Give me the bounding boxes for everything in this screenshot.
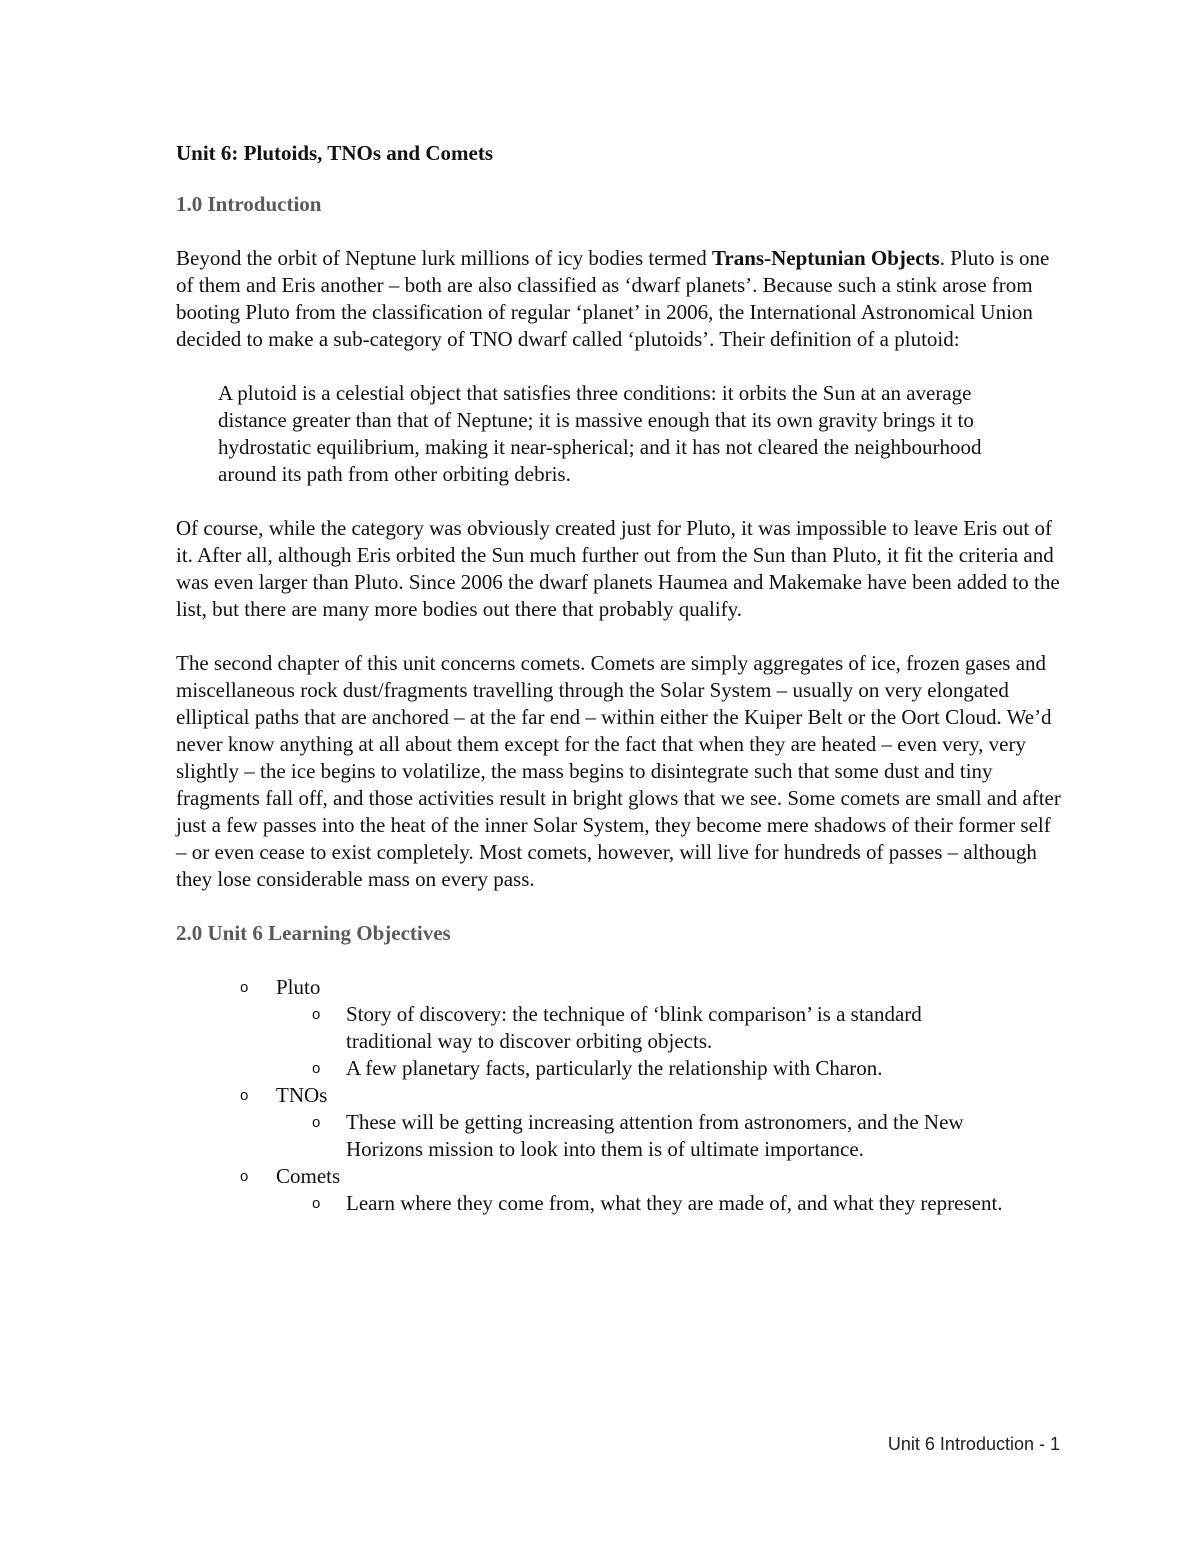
objective-label: Pluto [276,975,321,999]
bullet-icon: o [312,1006,321,1023]
objective-subitem-text: Learn where they come from, what they are made of, and what they represent. [346,1191,1003,1215]
intro-heading: 1.0 Introduction [176,192,322,216]
objective-subitem-text: Story of discovery: the technique of ‘blink comparison’ is a standard traditional way to discover orbiting objects. [346,1002,922,1053]
plutoid-definition-quote: A plutoid is a celestial object that satisfies three conditions: it orbits the Sun at an average distance greater than that of Neptune; it is massive enough that its own gravity brings it to hydrostatic equilibrium, making it near-spherical; and it has not cleared the neighbourhood around its path from other orbiting debris. [218,381,982,486]
objective-subitem [276,1190,1006,1217]
objective-sublist [276,1109,1076,1163]
document-title: Unit 6: Plutoids, TNOs and Comets [176,141,493,165]
document-page [176,140,1076,1217]
objective-sublist [276,1001,1076,1082]
objectives-heading: 2.0 Unit 6 Learning Objectives [176,921,451,945]
objective-sublist [276,1190,1076,1217]
intro-paragraph-2: Of course, while the category was obviously created just for Pluto, it was impossible to leave Eris out of it. After all, although Eris orbited the Sun much further out from the Sun than Pluto, it fit the criteria and was even larger than Pluto. Since 2006 the dwarf planets Haumea and Makemake have been added to the list, but there are many more bodies out there that probably qualify. [176,516,1060,621]
objectives-list [176,974,1076,1217]
objective-subitem-text: A few planetary facts, particularly the relationship with Charon. [346,1056,883,1080]
objective-subitem-text: These will be getting increasing attention from astronomers, and the New Horizons mission to look into them is of ultimate importance. [346,1110,964,1161]
objective-item-tnos [176,1082,1076,1163]
intro-p1-bold-term: Trans-Neptunian Objects [711,246,940,270]
page-footer: Unit 6 Introduction - 1 [887,1434,1060,1454]
objective-item-pluto [176,974,1076,1082]
bullet-icon: o [240,1087,249,1104]
bullet-icon: o [312,1114,321,1131]
objective-subitem [276,1055,1006,1082]
objective-subitem [276,1001,1006,1055]
bullet-icon: o [240,979,249,996]
bullet-icon: o [240,1168,249,1185]
objective-subitem [276,1109,1006,1163]
objective-label: TNOs [276,1083,328,1107]
bullet-icon: o [312,1195,321,1212]
intro-p1-text-cont: . Pluto is one of them and Eris another – both are also classified as ‘dwarf planets’. Because such a stink arose from booting Pluto from the classification of regular ‘planet’ in 2006, the International Astronomical Union decided to make a sub-category of TNO dwarf called ‘plutoids’. Their definition of a plutoid: [176,246,1050,351]
intro-p1-text: Beyond the orbit of Neptune lurk millions of icy bodies termed [176,246,712,270]
bullet-icon: o [312,1060,321,1077]
intro-paragraph-1 [176,245,1066,353]
intro-paragraph-3: The second chapter of this unit concerns comets. Comets are simply aggregates of ice, frozen gases and miscellaneous rock dust/fragments travelling through the Solar System – usually on very elongated elliptical paths that are anchored – at the far end – within either the Kuiper Belt or the Oort Cloud. We’d never know anything at all about them except for the fact that when they are heated – even very, very slightly – the ice begins to volatilize, the mass begins to disintegrate such that some dust and tiny fragments fall off, and those activities result in bright glows that we see. Some comets are small and after just a few passes into the heat of the inner Solar System, they become mere shadows of their former self – or even cease to exist completely. Most comets, however, will live for hundreds of passes – although they lose considerable mass on every pass. [176,651,1061,891]
objective-label: Comets [276,1164,341,1188]
objective-item-comets [176,1163,1076,1217]
